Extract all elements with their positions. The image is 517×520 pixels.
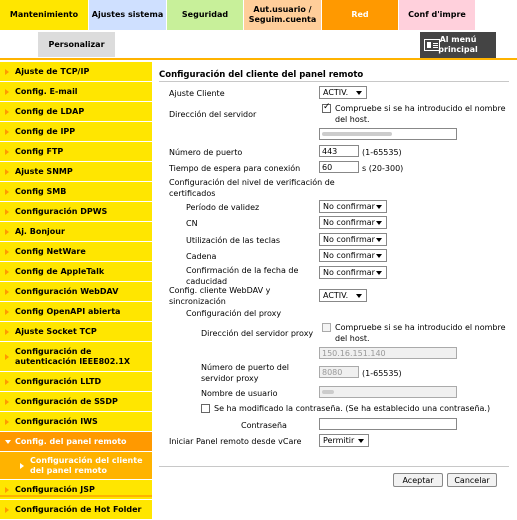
sidebar-item-ftp[interactable]: Config FTP [0, 142, 152, 162]
puerto-value: 443 [322, 146, 338, 156]
cn-value: No confirmar [323, 218, 375, 227]
espera-input[interactable] [319, 161, 359, 173]
tab-seguridad[interactable]: Seguridad [167, 0, 243, 30]
sidebar-item-ldap[interactable]: Config de LDAP [0, 102, 152, 122]
page-title: Configuración del cliente del panel remoto [159, 70, 364, 80]
usuario-label: Nombre de usuario [201, 389, 278, 398]
host-checkbox-label: Compruebe si se ha introducido el nombre del host. [335, 104, 506, 124]
tab-red[interactable]: Red [322, 0, 398, 30]
periodo-label: Período de validez [186, 203, 260, 212]
caducidad-value: No confirmar [323, 268, 375, 277]
caducidad-select[interactable] [319, 266, 387, 279]
direccion-servidor-input[interactable] [319, 128, 457, 140]
pwd-checkbox[interactable] [201, 404, 210, 413]
sidebar-item-tcpip[interactable]: Ajuste de TCP/IP [0, 62, 152, 82]
cancelar-button[interactable]: Cancelar [447, 473, 497, 487]
sidebar-item-lltd[interactable]: Configuración LLTD [0, 372, 152, 392]
sidebar-item-ipp[interactable]: Config de IPP [0, 122, 152, 142]
host-checkbox[interactable] [322, 104, 331, 113]
espera-value: 60 [322, 162, 333, 172]
sidebar-item-ieee8021x[interactable]: Configuración de autenticación IEEE802.1X [0, 342, 152, 372]
proxy-ip-input[interactable] [319, 347, 457, 359]
cn-select[interactable] [319, 216, 387, 229]
sidebar-item-hot-folder[interactable]: Configuración de Hot Folder [0, 500, 152, 520]
proxy-label: Configuración del proxy [186, 309, 282, 318]
main-menu-label: Al menú principal [438, 35, 478, 54]
usuario-input[interactable] [319, 386, 457, 398]
ajuste-cliente-value: ACTIV. [323, 88, 349, 97]
teclas-select[interactable] [319, 233, 387, 246]
pwd-label: Contraseña [241, 421, 287, 430]
teclas-value: No confirmar [323, 235, 375, 244]
proxy-host-checkbox[interactable] [322, 323, 331, 332]
aceptar-button[interactable]: Aceptar [393, 473, 443, 487]
tab-ajustes-sistema[interactable]: Ajustes sistema [89, 0, 166, 30]
cn-label: CN [186, 219, 198, 228]
verificacion-label: Configuración del nivel de verificación de certificados [169, 178, 335, 198]
webdav-value: ACTIV. [323, 291, 349, 300]
cadena-value: No confirmar [323, 251, 375, 260]
periodo-value: No confirmar [323, 202, 375, 211]
sidebar-item-jsp[interactable]: Configuración JSP [0, 480, 152, 500]
blurred-user [322, 390, 334, 394]
cadena-select[interactable] [319, 249, 387, 262]
proxy-puerto-input[interactable] [319, 366, 359, 378]
blurred-value [322, 132, 392, 136]
iniciar-value: Permitir [323, 436, 355, 445]
sidebar-item-netware[interactable]: Config NetWare [0, 242, 152, 262]
sidebar-item-openapi[interactable]: Config OpenAPI abierta [0, 302, 152, 322]
sidebar-bottom-divider [0, 495, 152, 497]
periodo-select[interactable] [319, 200, 387, 213]
teclas-label: Utilización de las teclas [186, 236, 281, 245]
proxy-puerto-value: 8080 [322, 367, 343, 377]
sidebar-item-bonjour[interactable]: Aj. Bonjour [0, 222, 152, 242]
sub-bar [0, 30, 517, 58]
sidebar-item-email[interactable]: Config. E-mail [0, 82, 152, 102]
pwd-input[interactable] [319, 418, 457, 430]
ajuste-cliente-label: Ajuste Cliente [169, 89, 225, 98]
tab-conf-impre[interactable]: Conf d'impre [399, 0, 475, 30]
ajuste-cliente-select[interactable] [319, 86, 367, 99]
sidebar-item-smb[interactable]: Config SMB [0, 182, 152, 202]
sidebar-item-iws[interactable]: Configuración IWS [0, 412, 152, 432]
sidebar-item-panel-remoto[interactable]: Config. del panel remoto [0, 432, 152, 452]
puerto-range: (1-65535) [362, 148, 402, 157]
sidebar-item-socket-tcp[interactable]: Ajuste Socket TCP [0, 322, 152, 342]
pwd-checkbox-label: Se ha modificado la contraseña. (Se ha establecido una contraseña.) [214, 404, 491, 413]
tab-aut-usuario[interactable]: Aut.usuario / Seguim.cuenta [244, 0, 321, 30]
title-divider [159, 81, 509, 82]
proxy-direccion-label: Dirección del servidor proxy [201, 329, 314, 338]
direccion-servidor-label: Dirección del servidor [169, 110, 257, 119]
sidebar-item-snmp[interactable]: Ajuste SNMP [0, 162, 152, 182]
iniciar-label: Iniciar Panel remoto desde vCare [169, 437, 302, 446]
cadena-label: Cadena [186, 252, 217, 261]
caducidad-label: Confirmación de la fecha de caducidad [186, 266, 299, 286]
sidebar-item-webdav[interactable]: Configuración WebDAV [0, 282, 152, 302]
sidebar-item-ssdp[interactable]: Configuración de SSDP [0, 392, 152, 412]
proxy-host-checkbox-label: Compruebe si se ha introducido el nombre del host. [335, 323, 506, 343]
sidebar-item-dpws[interactable]: Configuración DPWS [0, 202, 152, 222]
tab-filler [475, 0, 517, 30]
sidebar [0, 62, 152, 520]
webdav-select[interactable] [319, 289, 367, 302]
header-divider [0, 58, 517, 60]
proxy-puerto-range: (1-65535) [362, 369, 402, 378]
main-menu-button[interactable] [420, 32, 496, 58]
form-footer-divider [159, 466, 509, 467]
top-tab-bar [0, 0, 517, 30]
espera-label: Tiempo de espera para conexión [169, 164, 301, 173]
webdav-label: Config. cliente WebDAV y sincronización [169, 286, 271, 306]
personalizar-button[interactable]: Personalizar [38, 32, 115, 57]
iniciar-select[interactable] [319, 434, 369, 447]
puerto-input[interactable] [319, 145, 359, 157]
sidebar-subitem-cliente-panel-remoto[interactable]: Configuración del cliente del panel remoto [0, 452, 152, 480]
espera-unit: s (20-300) [362, 164, 404, 173]
puerto-label: Número de puerto [169, 148, 243, 157]
proxy-ip-value: 150.16.151.140 [322, 348, 386, 358]
proxy-puerto-label: Número de puerto del servidor proxy [201, 363, 290, 383]
sidebar-item-appletalk[interactable]: Config de AppleTalk [0, 262, 152, 282]
tab-mantenimiento[interactable]: Mantenimiento [0, 0, 88, 30]
